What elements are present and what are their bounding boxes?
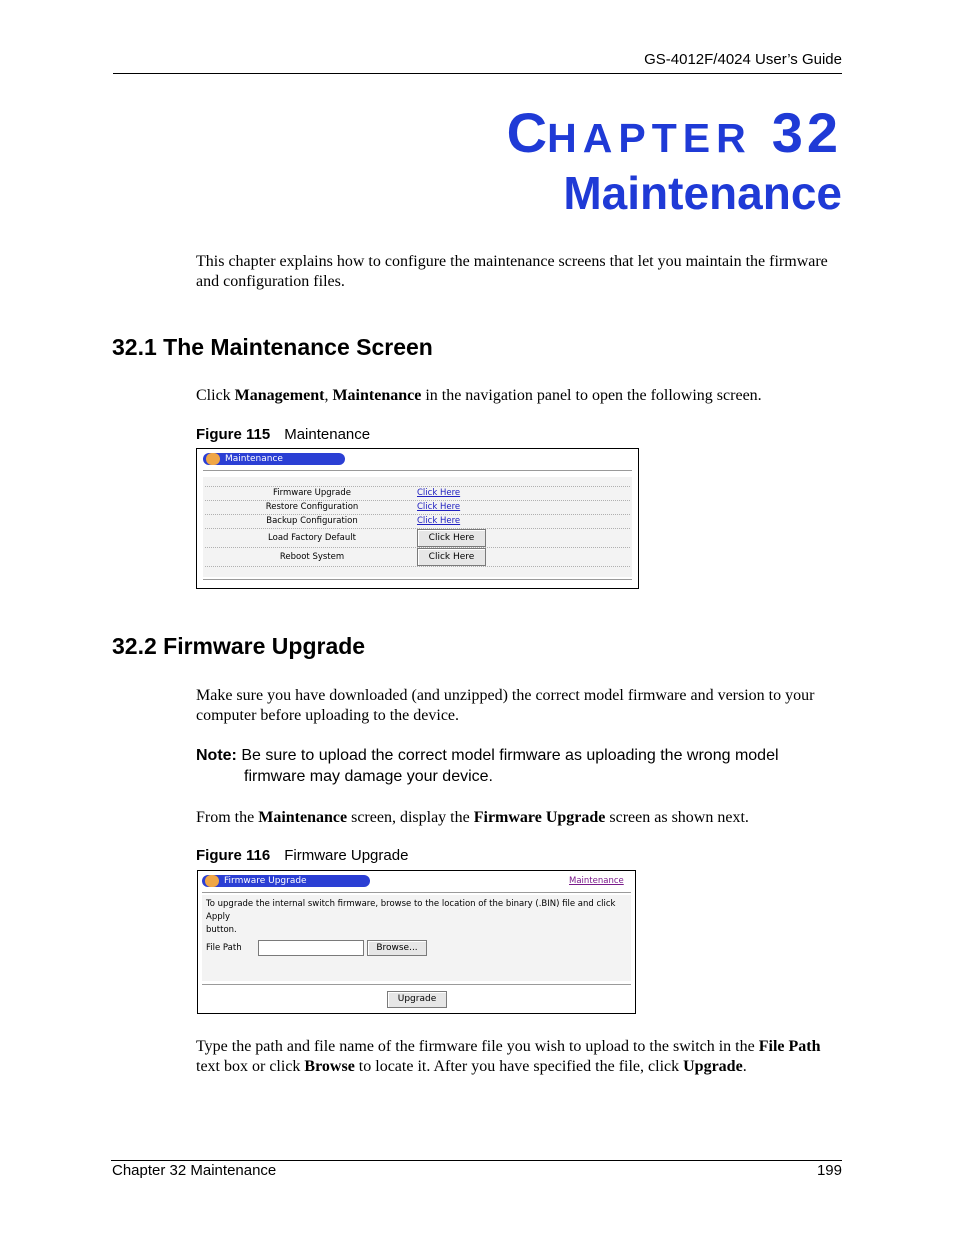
header-rule bbox=[113, 73, 842, 74]
bold-term: File Path bbox=[758, 1038, 821, 1055]
text-run: in the navigation panel to open the following screen. bbox=[421, 387, 762, 404]
tab-orange-icon bbox=[205, 875, 219, 887]
bold-term: Firmware Upgrade bbox=[473, 809, 606, 826]
divider bbox=[202, 892, 631, 893]
chapter-label bbox=[507, 100, 842, 165]
section1-paragraph bbox=[196, 386, 836, 406]
backup-configuration-link[interactable]: Click Here bbox=[417, 516, 461, 526]
maintenance-tab bbox=[203, 453, 345, 465]
instruction-line: button. bbox=[206, 925, 237, 935]
section-heading-32-2: 32.2 Firmware Upgrade bbox=[112, 633, 366, 659]
row-divider bbox=[205, 514, 630, 515]
figure-115-maintenance-screen bbox=[196, 448, 639, 589]
figure-title: Firmware Upgrade bbox=[284, 847, 409, 864]
footer-rule bbox=[111, 1160, 842, 1161]
maintenance-link[interactable]: Maintenance bbox=[569, 876, 624, 886]
chapter-number: 32 bbox=[771, 101, 842, 164]
figure-116-caption bbox=[196, 847, 408, 864]
intro-paragraph: This chapter explains how to configure the maintenance screens that let you maintain the firmware and configuration files. bbox=[196, 253, 828, 290]
tab-orange-icon bbox=[206, 453, 220, 465]
instruction-text bbox=[206, 898, 631, 937]
note-text: Be sure to upload the correct model firmware as uploading the wrong model bbox=[236, 747, 779, 764]
instruction-line: To upgrade the internal switch firmware, browse to the location of the binary (.BIN) file and click Apply bbox=[206, 899, 616, 922]
row-divider bbox=[205, 566, 630, 567]
bold-term: Browse bbox=[304, 1058, 355, 1075]
firmware-upgrade-tab bbox=[202, 875, 370, 887]
header-guide-title: GS-4012F/4024 User’s Guide bbox=[644, 51, 842, 68]
bold-term: Management bbox=[234, 387, 325, 404]
text-run: screen, display the bbox=[347, 809, 474, 826]
row-label-load-factory-default: Load Factory Default bbox=[268, 533, 356, 543]
chapter-cap-letter: C bbox=[506, 101, 548, 164]
text-run: Click bbox=[196, 387, 235, 404]
upgrade-button[interactable]: Upgrade bbox=[387, 991, 447, 1008]
note-line-1 bbox=[196, 745, 836, 766]
bold-term: Maintenance bbox=[332, 387, 422, 404]
tab-label: Maintenance bbox=[225, 454, 283, 464]
section-heading-32-1: 32.1 The Maintenance Screen bbox=[112, 334, 433, 360]
browse-button[interactable]: Browse... bbox=[367, 940, 427, 956]
divider bbox=[203, 579, 632, 580]
note-line-2: firmware may damage your device. bbox=[244, 768, 493, 785]
text-run: Type the path and file name of the firmware file you wish to upload to the switch in the bbox=[196, 1038, 759, 1055]
section2-paragraph-1: Make sure you have downloaded (and unzipped) the correct model firmware and version to your computer before uploading to the device. bbox=[196, 687, 815, 724]
file-path-label: File Path bbox=[206, 943, 242, 953]
chapter-rest-letters: HAPTER bbox=[547, 115, 752, 161]
note-label: Note: bbox=[196, 747, 237, 764]
text-run: , bbox=[324, 387, 333, 404]
text-run: . bbox=[742, 1058, 747, 1075]
row-divider bbox=[205, 486, 630, 487]
row-divider bbox=[205, 500, 630, 501]
row-label-firmware-upgrade: Firmware Upgrade bbox=[273, 488, 351, 498]
row-label-backup-configuration: Backup Configuration bbox=[266, 516, 358, 526]
figure-title: Maintenance bbox=[284, 426, 371, 443]
restore-configuration-link[interactable]: Click Here bbox=[417, 502, 461, 512]
row-label-restore-configuration: Restore Configuration bbox=[265, 502, 359, 512]
figure-label: Figure 116 bbox=[196, 847, 271, 864]
reboot-system-button[interactable]: Click Here bbox=[417, 548, 486, 566]
figure-115-caption bbox=[196, 426, 370, 443]
row-label-reboot-system: Reboot System bbox=[279, 552, 345, 562]
figure-label: Figure 115 bbox=[196, 426, 271, 443]
text-run: to locate it. After you have specified the file, click bbox=[354, 1058, 684, 1075]
footer-chapter-title: Chapter 32 Maintenance bbox=[112, 1162, 277, 1179]
text-run: text box or click bbox=[196, 1058, 305, 1075]
divider bbox=[202, 984, 631, 985]
figure-116-firmware-upgrade-screen bbox=[197, 870, 636, 1014]
tab-label: Firmware Upgrade bbox=[224, 876, 307, 886]
bold-term: Upgrade bbox=[683, 1058, 743, 1075]
file-path-input[interactable] bbox=[258, 940, 364, 956]
chapter-title: Maintenance bbox=[563, 167, 842, 219]
text-run: screen as shown next. bbox=[605, 809, 749, 826]
section2-paragraph-3 bbox=[196, 1037, 836, 1077]
load-factory-default-button[interactable]: Click Here bbox=[417, 529, 486, 547]
firmware-upgrade-link[interactable]: Click Here bbox=[417, 488, 461, 498]
note-block bbox=[196, 745, 836, 787]
footer-page-number: 199 bbox=[816, 1162, 842, 1179]
bold-term: Maintenance bbox=[258, 809, 348, 826]
text-run: From the bbox=[196, 809, 259, 826]
section2-paragraph-2 bbox=[196, 808, 836, 828]
divider bbox=[203, 470, 632, 471]
